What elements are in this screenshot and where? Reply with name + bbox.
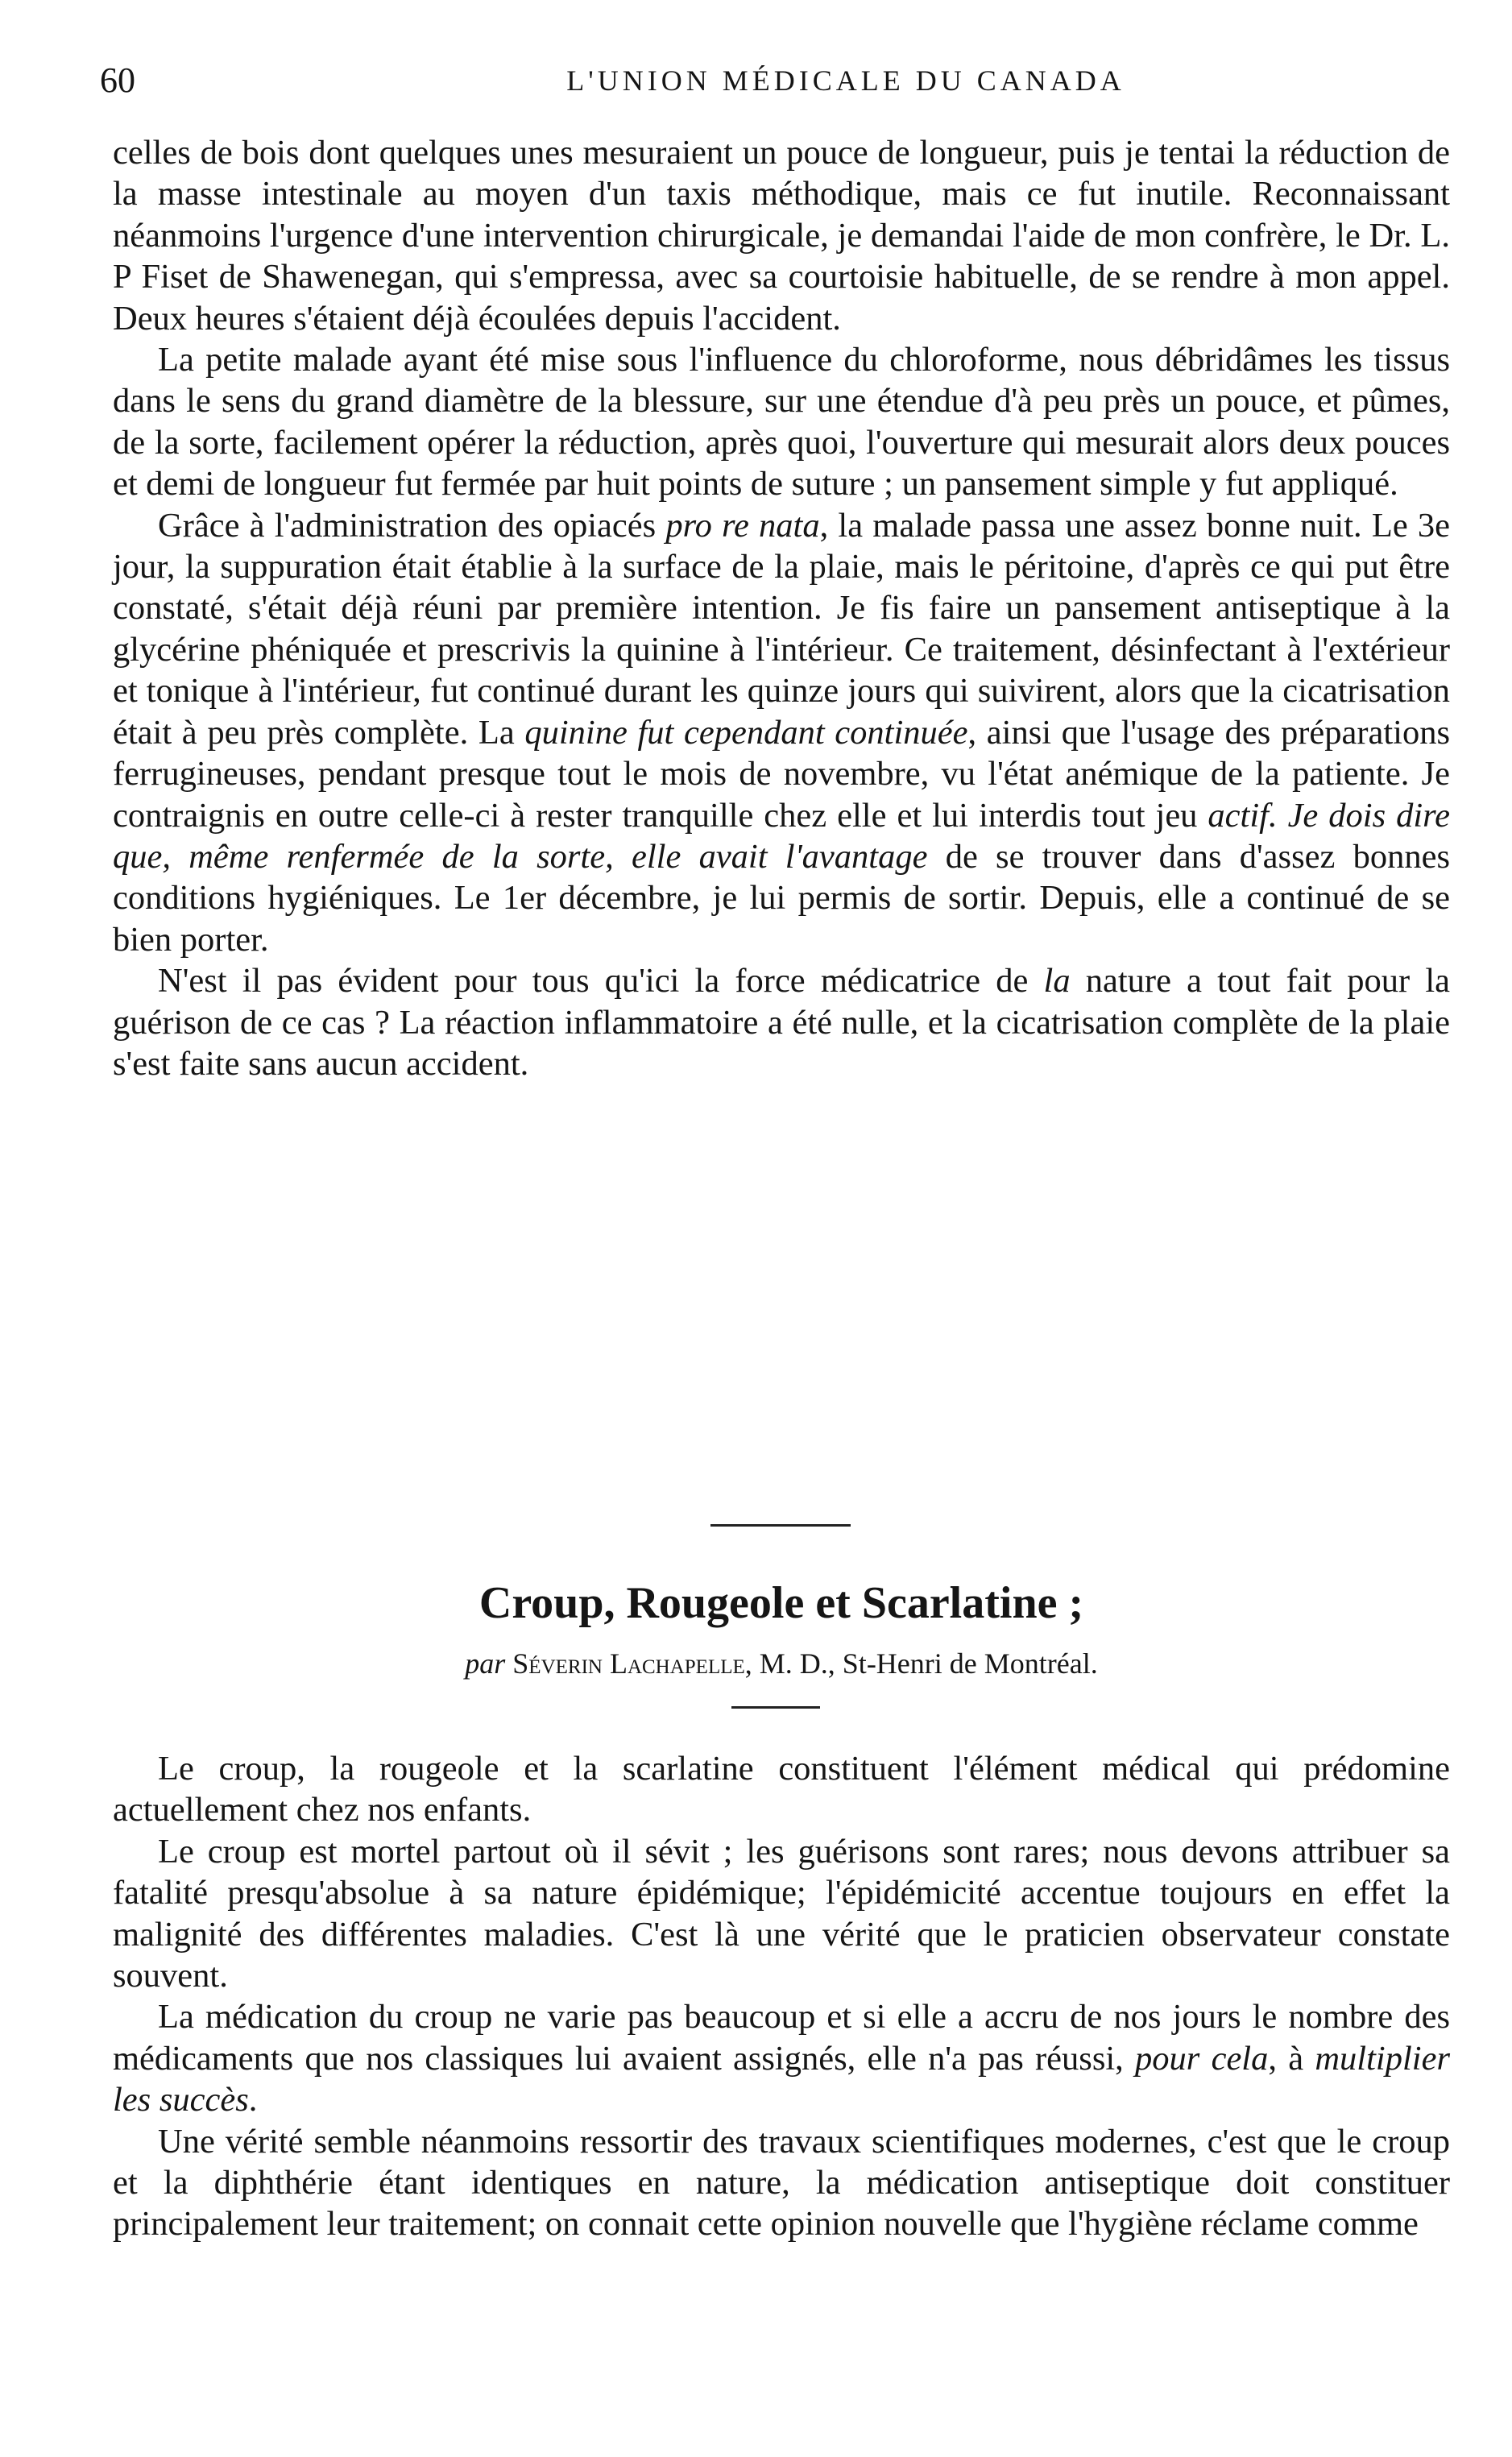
- article-title: Croup, Rougeole et Scarlatine ;: [478, 1578, 1084, 1628]
- previous-article-text: [113, 132, 1450, 1084]
- text-run: nature a tout fait pour la guérison de ce cas ? La réaction inflammatoire a été nulle, et la cicatrisation complète de la plaie s'est faite sans aucun accident.: [113, 962, 1451, 1083]
- paragraph: celles de bois dont quelques unes mesuraient un pouce de longueur, puis je tentai la réduction de la masse intestinale au moyen d'un taxis méthodique, mais ce fut inutile. Reconnaissant néanmoins l'urgence d'une intervention chirurgicale, je demandai l'aide de mon confrère, le Dr. L. P Fiset de Shawenegan, qui s'empressa, avec sa courtoisie habituelle, de se rendre à mon appel. Deux heures s'étaient déjà écoulées depuis l'accident.: [113, 134, 1450, 338]
- italic-text: pro re nata: [665, 506, 820, 545]
- text-run: La médication du croup ne varie pas beaucoup et si elle a accru de nos jours le nombre des médicaments que nos classiques lui avaient assignés, elle n'a pas réussi,: [113, 1998, 1450, 2078]
- text-run: , la malade passa une assez bonne nuit. Le 3e jour, la suppuration était établie à la surface de la plaie, mais le péritoine, d'après ce qui put être constaté, s'était déjà réuni par première intention. Je fis faire un pansement antiseptique à la glycérine phéniquée et prescrivis la quinine à l'intérieur. Ce traitement, désinfectant à l'extérieur et tonique à l'intérieur, fut continué durant les quinze jours qui suivirent, alors que la cicatrisation était à peu près complète. La: [113, 506, 1451, 752]
- text-run: Grâce à l'administration des opiacés: [158, 506, 666, 545]
- byline-prefix: par: [465, 1647, 506, 1680]
- byline-suffix: M. D., St-Henri de Montréal.: [759, 1647, 1098, 1680]
- article-body: [113, 1748, 1450, 2245]
- paragraph: Une vérité semble néanmoins ressortir des travaux scientifiques modernes, c'est que le croup et la diphthérie étant identiques en nature, la médication antiseptique doit constituer principalement leur traitement; on connait cette opinion nouvelle que l'hygiène réclame comme: [113, 2122, 1450, 2244]
- paragraph: [113, 960, 1450, 1084]
- paragraph: Le croup est mortel partout où il sévit ; les guérisons sont rares; nous devons attribuer sa fatalité presqu'absolue à sa nature épidémique; l'épidémicité accentue toujours en effet la malignité des différentes maladies. C'est là une vérité que le praticien observateur constate souvent.: [113, 1832, 1450, 1995]
- byline: [113, 1643, 1450, 1684]
- journal-title: L'UNION MÉDICALE DU CANADA: [566, 64, 1125, 97]
- italic-text: quinine fut cependant continuée: [524, 713, 968, 752]
- paragraph: Le croup, la rougeole et la scarlatine constituent l'élément médical qui prédomine actuellement chez nos enfants.: [113, 1750, 1450, 1829]
- byline-author: Séverin Lachapelle,: [512, 1647, 752, 1680]
- text-run: de se trouver dans d'assez bonnes conditions hygiéniques. Le 1er décembre, je lui permis de sortir. Depuis, elle a continué de se bien porter.: [113, 837, 1450, 959]
- italic-text: la: [1043, 962, 1071, 1001]
- section-divider: [710, 1524, 851, 1527]
- text-run: , à: [1268, 2039, 1315, 2078]
- running-head: [97, 56, 1466, 105]
- text-run: .: [248, 2081, 258, 2119]
- paragraph: [113, 1996, 1450, 2120]
- text-run: N'est il pas évident pour tous qu'ici la force médicatrice de: [158, 962, 1044, 1001]
- italic-text: actif. Je dois dire que, même renfermée de la sorte, elle avait l'avantage: [113, 796, 1450, 876]
- text-run: , ainsi que l'usage des préparations ferrugineuses, pendant presque tout le mois de novembre, vu l'état anémique de la patiente. Je contraignis en outre celle-ci à rester tranquille chez elle et lui interdis tout jeu: [113, 713, 1450, 835]
- paragraph: La petite malade ayant été mise sous l'influence du chloroforme, nous débridâmes les tissus dans le sens du grand diamètre de la blessure, sur une étendue d'à peu près un pouce, et pûmes, de la sorte, facilement opérer la réduction, après quoi, l'ouverture qui mesurait alors deux pouces et demi de longueur fut fermée par huit points de suture ; un pansement simple y fut appliqué.: [113, 341, 1450, 503]
- italic-text: multiplier les succès: [113, 2039, 1450, 2119]
- italic-text: pour cela: [1135, 2039, 1269, 2078]
- title-divider: [731, 1706, 820, 1709]
- paragraph: [113, 505, 1450, 960]
- page-number: 60: [100, 60, 135, 100]
